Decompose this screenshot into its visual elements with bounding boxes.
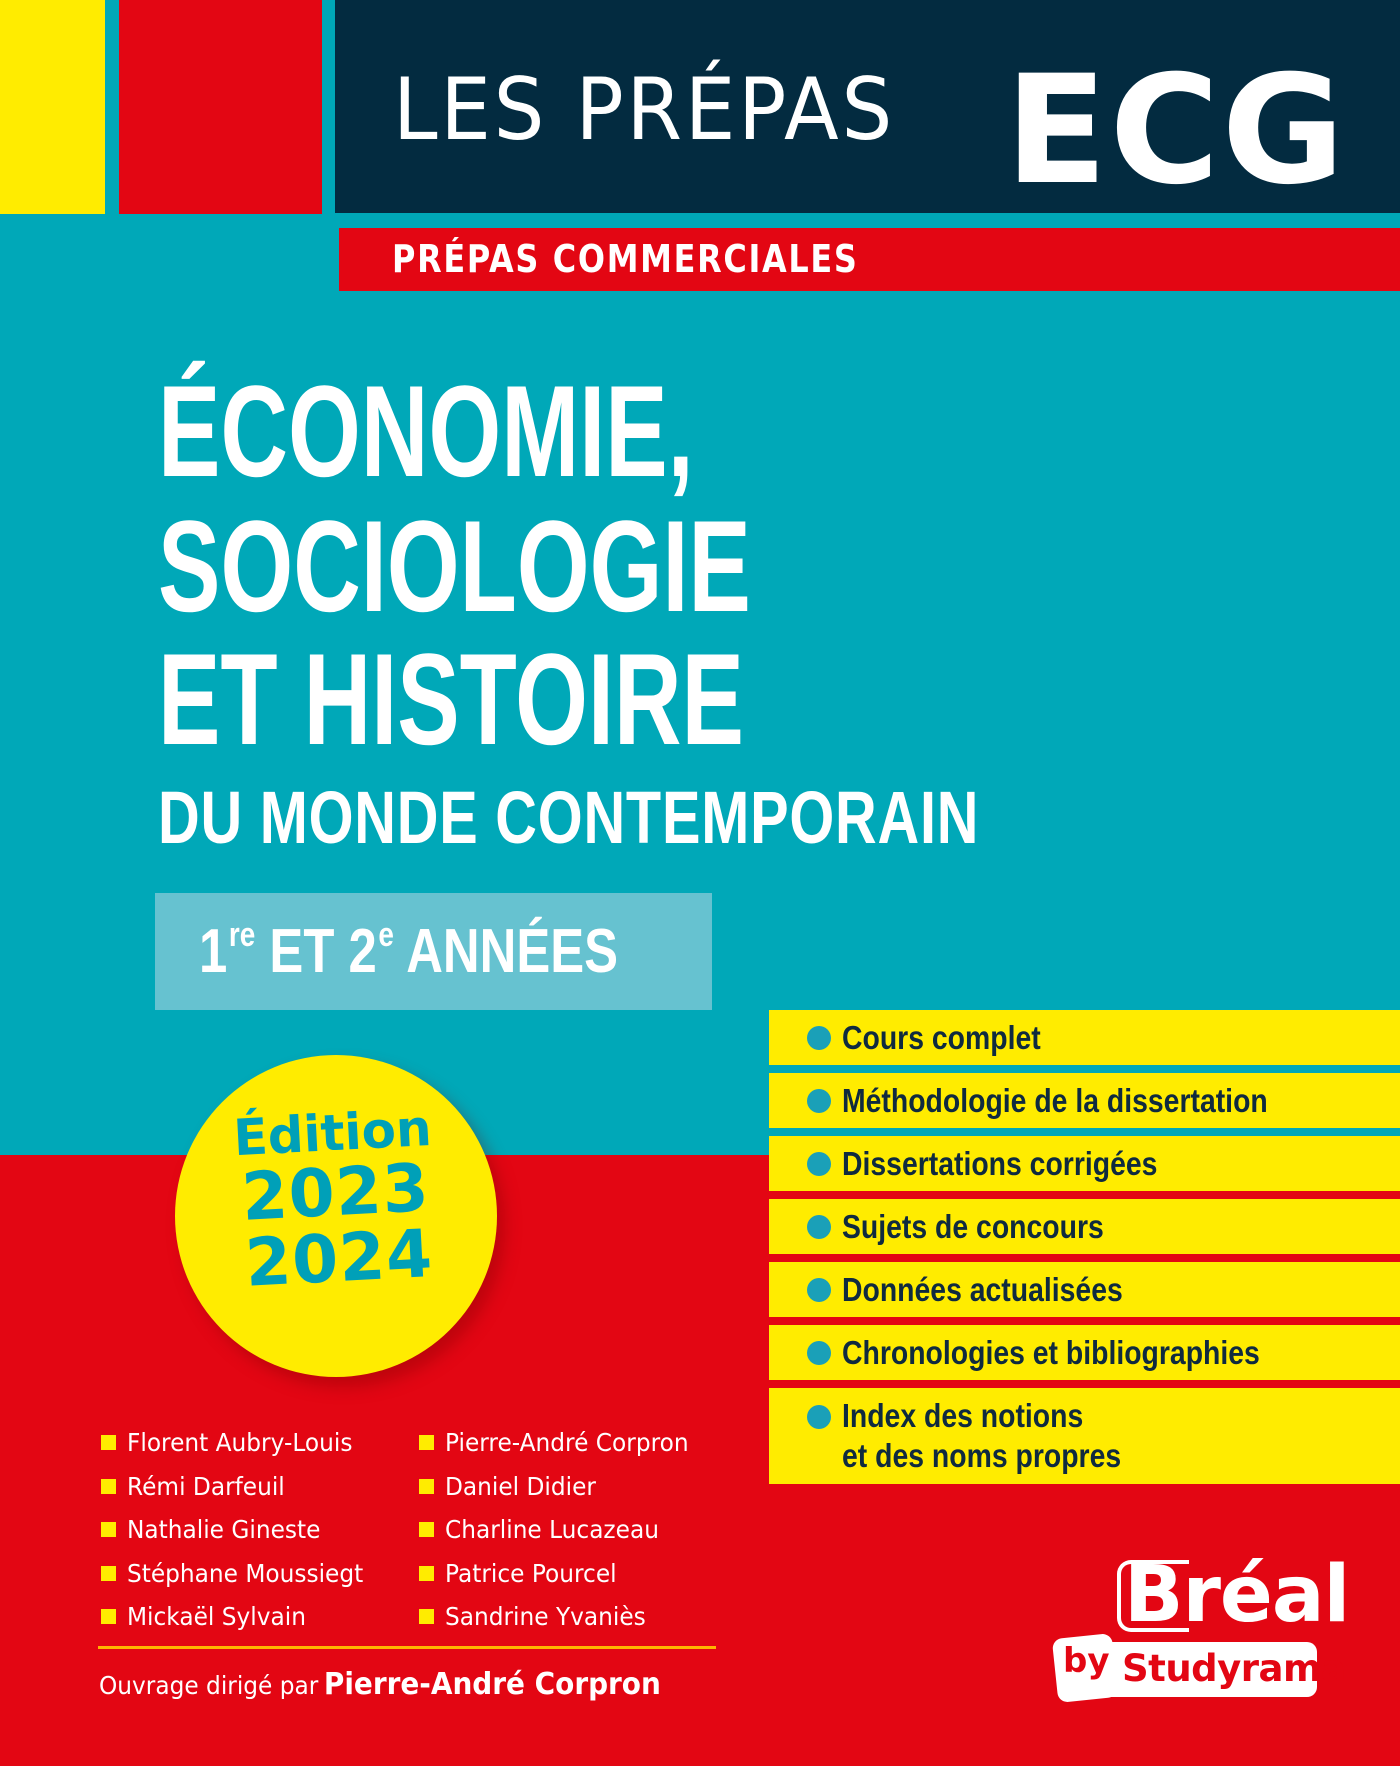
bullet-dot-icon — [807, 1215, 831, 1239]
feature-item — [769, 1388, 1400, 1484]
yellow-square-bullet-icon — [101, 1566, 116, 1581]
yellow-square-bullet-icon — [419, 1479, 434, 1494]
series-name: ECG — [1005, 44, 1347, 218]
years-conjunction: ET — [269, 917, 335, 986]
features-list — [769, 1010, 1400, 1492]
author-item — [419, 1421, 707, 1465]
bullet-dot-icon — [807, 1278, 831, 1302]
book-title-line-4: DU MONDE CONTEMPORAIN — [158, 776, 980, 859]
yellow-square-bullet-icon — [419, 1435, 434, 1450]
author-item — [419, 1508, 707, 1552]
author-name: Charline Lucazeau — [445, 1515, 659, 1545]
author-name: Patrice Pourcel — [445, 1558, 617, 1588]
feature-label — [842, 1396, 1121, 1476]
author-item — [101, 1465, 381, 1509]
authors-divider — [98, 1646, 716, 1649]
series-subtitle: PRÉPAS COMMERCIALES — [392, 237, 859, 281]
decorative-yellow-block — [0, 0, 105, 214]
author-name: Florent Aubry-Louis — [127, 1428, 353, 1458]
author-item — [419, 1465, 707, 1509]
author-item — [419, 1595, 707, 1639]
series-prefix: LES PRÉPAS — [393, 60, 896, 160]
book-title-line-3: ET HISTOIRE — [158, 626, 744, 772]
year-first-number: 1 — [199, 917, 228, 986]
feature-item — [769, 1262, 1400, 1317]
bullet-dot-icon — [807, 1405, 831, 1429]
author-item — [101, 1508, 381, 1552]
feature-label: Données actualisées — [842, 1271, 1123, 1308]
feature-label-line-2: et des noms propres — [842, 1437, 1122, 1474]
yellow-square-bullet-icon — [101, 1435, 116, 1450]
author-name: Daniel Didier — [445, 1471, 596, 1501]
feature-label-line-1: Index des notions — [842, 1397, 1084, 1434]
feature-item — [769, 1199, 1400, 1254]
editor-name: Pierre-André Corpron — [323, 1667, 661, 1702]
author-name: Mickaël Sylvain — [127, 1602, 306, 1632]
bullet-dot-icon — [807, 1341, 831, 1365]
years-word: ANNÉES — [406, 917, 619, 986]
author-item — [101, 1421, 381, 1465]
year-second-number: 2 — [348, 917, 377, 986]
decorative-red-block — [119, 0, 322, 214]
feature-label: Dissertations corrigées — [842, 1145, 1158, 1182]
author-item — [101, 1595, 381, 1639]
authors-column-1 — [101, 1421, 381, 1639]
author-item — [101, 1552, 381, 1596]
yellow-square-bullet-icon — [101, 1609, 116, 1624]
feature-label: Sujets de concours — [842, 1208, 1104, 1245]
book-title-line-2: SOCIOLOGIE — [158, 493, 751, 639]
feature-label: Cours complet — [842, 1019, 1041, 1056]
feature-label: Méthodologie de la dissertation — [842, 1082, 1268, 1119]
author-name: Rémi Darfeuil — [127, 1471, 285, 1501]
author-name: Pierre-André Corpron — [445, 1428, 689, 1458]
publisher-logo-breal: Bréal — [1124, 1550, 1350, 1640]
bullet-dot-icon — [807, 1026, 831, 1050]
series-title — [393, 44, 1347, 218]
feature-item — [769, 1325, 1400, 1380]
publisher-by-label: by — [1063, 1641, 1110, 1681]
year-second-suffix: e — [378, 916, 394, 954]
yellow-square-bullet-icon — [419, 1566, 434, 1581]
publisher-logo-studyrama: Studyrama — [1122, 1647, 1346, 1690]
yellow-square-bullet-icon — [419, 1609, 434, 1624]
edition-badge-text — [170, 1100, 501, 1301]
yellow-square-bullet-icon — [101, 1522, 116, 1537]
year-first-suffix: re — [228, 916, 256, 954]
feature-item — [769, 1010, 1400, 1065]
years-label — [199, 916, 619, 986]
edition-label: Édition — [232, 1098, 433, 1168]
feature-item — [769, 1136, 1400, 1191]
feature-item — [769, 1073, 1400, 1128]
edition-year-1: 2023 — [239, 1149, 432, 1236]
authors-column-2 — [419, 1421, 707, 1639]
feature-label: Chronologies et bibliographies — [842, 1334, 1260, 1371]
author-name: Nathalie Gineste — [127, 1515, 321, 1545]
author-item — [419, 1552, 707, 1596]
edition-year-2: 2024 — [243, 1215, 435, 1302]
yellow-square-bullet-icon — [419, 1522, 434, 1537]
book-title-line-1: ÉCONOMIE, — [158, 358, 694, 504]
editor-credit — [99, 1667, 661, 1707]
author-name: Sandrine Yvaniès — [445, 1602, 646, 1632]
bullet-dot-icon — [807, 1152, 831, 1176]
bullet-dot-icon — [807, 1089, 831, 1113]
yellow-square-bullet-icon — [101, 1479, 116, 1494]
author-name: Stéphane Moussiegt — [127, 1558, 364, 1588]
editor-credit-prefix: Ouvrage dirigé par — [99, 1671, 319, 1700]
